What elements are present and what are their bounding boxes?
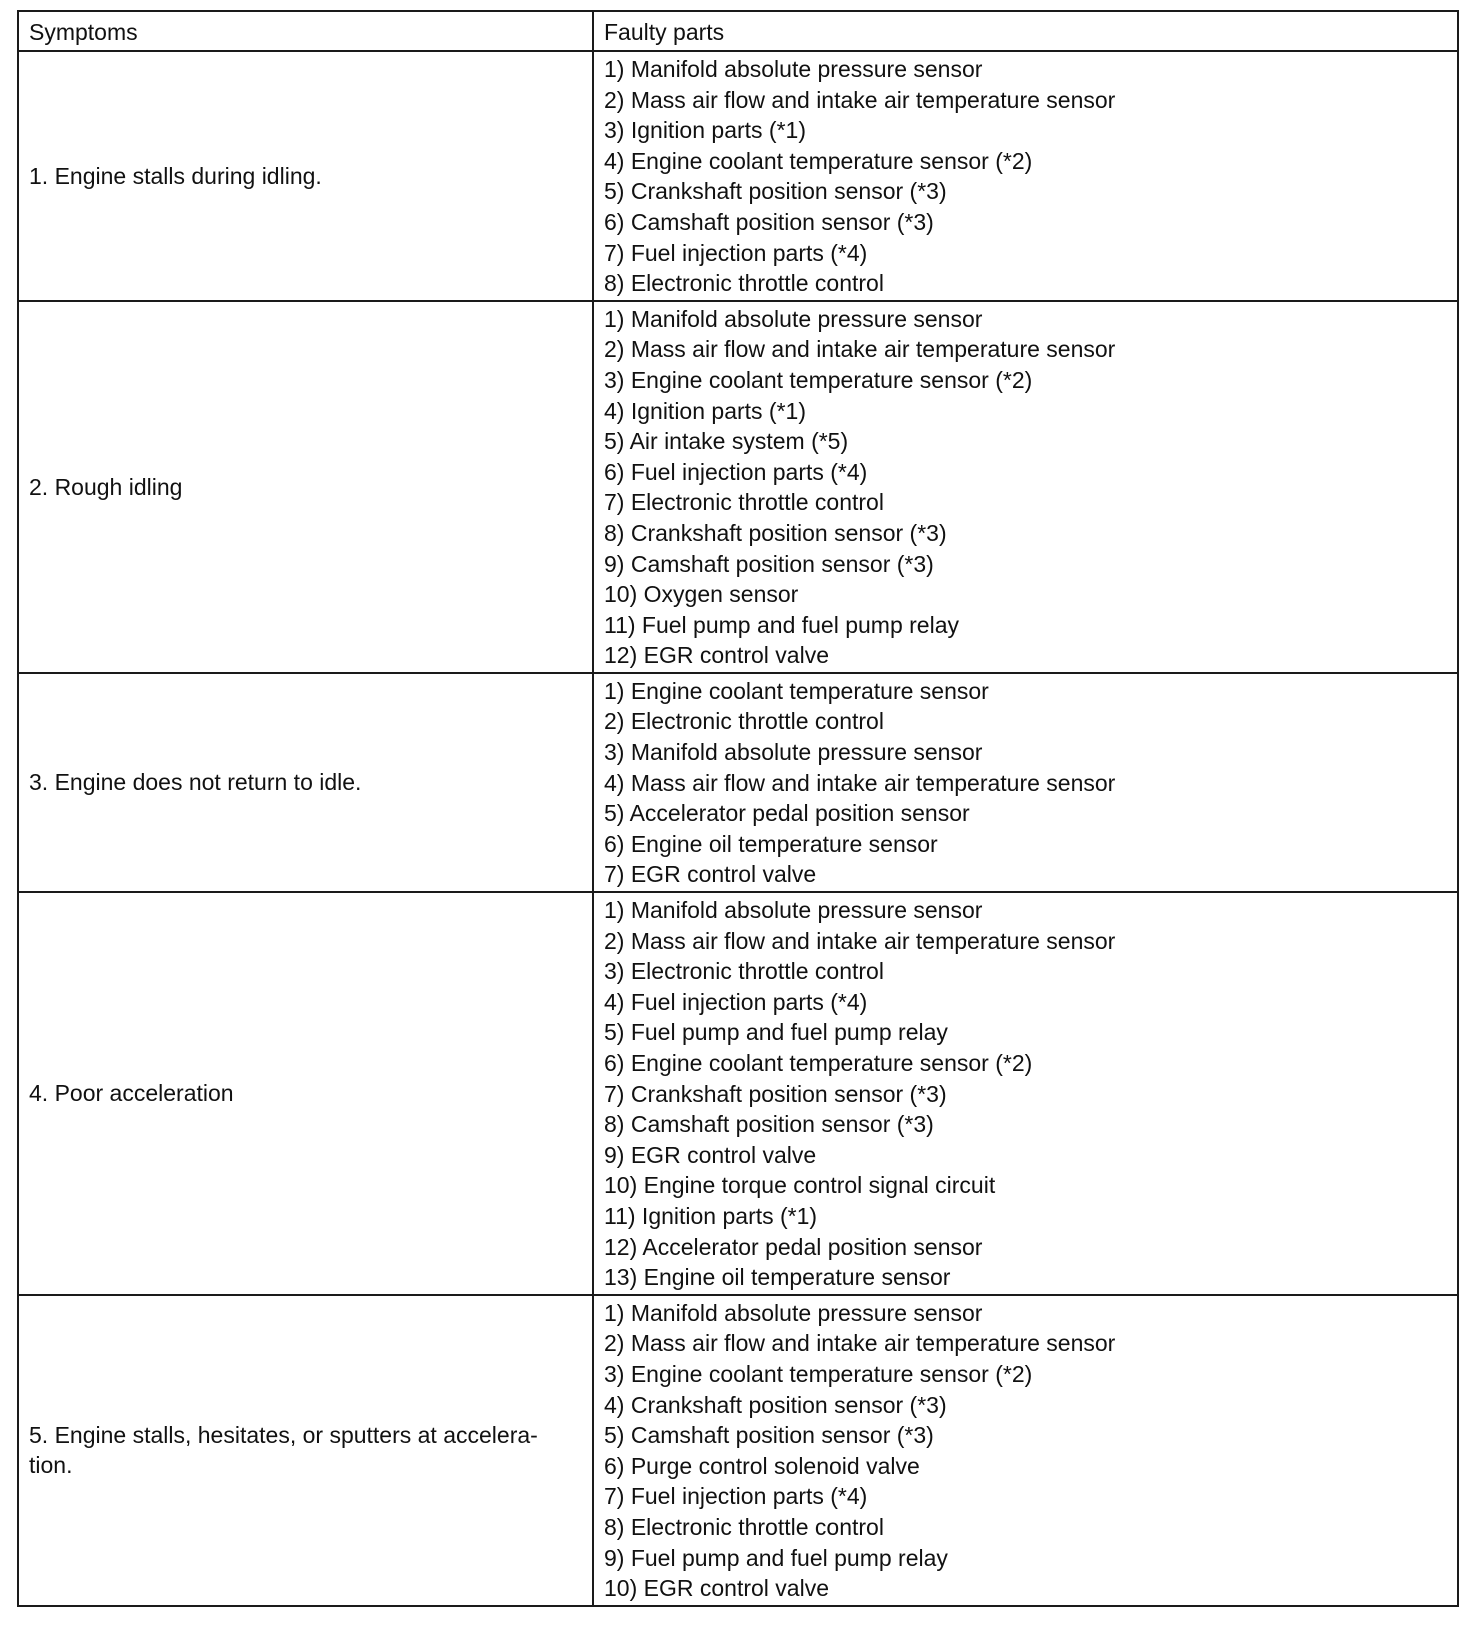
faulty-part-item: 13) Engine oil temperature sensor	[604, 1264, 951, 1291]
faulty-part-item: 6) Engine oil temperature sensor	[604, 830, 938, 857]
faulty-part-item: 7) Fuel injection parts (*4)	[604, 239, 868, 266]
table-row	[18, 301, 1458, 673]
faulty-part-item: 8) Crankshaft position sensor (*3)	[604, 519, 947, 546]
faulty-parts-cell	[593, 301, 1458, 673]
faulty-part-item: 12) EGR control valve	[604, 642, 829, 669]
diagnosis-table-sheet	[17, 10, 1457, 1607]
faulty-part-item: 11) Fuel pump and fuel pump relay	[604, 611, 959, 638]
header-faulty-parts: Faulty parts	[593, 11, 1458, 51]
faulty-part-item: 8) Camshaft position sensor (*3)	[604, 1111, 934, 1138]
faulty-part-item: 2) Electronic throttle control	[604, 708, 884, 735]
faulty-part-item: 4) Crankshaft position sensor (*3)	[604, 1391, 947, 1418]
symptom-cell: 2. Rough idling	[18, 301, 593, 673]
table-row	[18, 1295, 1458, 1606]
faulty-part-item: 3) Manifold absolute pressure sensor	[604, 739, 983, 766]
faulty-part-item: 1) Manifold absolute pressure sensor	[604, 1299, 983, 1326]
faulty-parts-cell	[593, 892, 1458, 1295]
symptom-cell: 1. Engine stalls during idling.	[18, 51, 593, 301]
faulty-part-item: 3) Engine coolant temperature sensor (*2)	[604, 1360, 1033, 1387]
faulty-part-item: 3) Engine coolant temperature sensor (*2)	[604, 366, 1033, 393]
table-row	[18, 892, 1458, 1295]
faulty-part-item: 4) Ignition parts (*1)	[604, 397, 806, 424]
faulty-part-item: 2) Mass air flow and intake air temperature sensor	[604, 86, 1116, 113]
faulty-part-item: 2) Mass air flow and intake air temperature sensor	[604, 1330, 1116, 1357]
faulty-part-item: 10) Oxygen sensor	[604, 581, 799, 608]
faulty-part-item: 2) Mass air flow and intake air temperature sensor	[604, 336, 1116, 363]
faulty-parts-cell	[593, 51, 1458, 301]
table-header	[18, 11, 1458, 51]
faulty-part-item: 7) Fuel injection parts (*4)	[604, 1483, 868, 1510]
header-row	[18, 11, 1458, 51]
symptom-cell: 3. Engine does not return to idle.	[18, 673, 593, 892]
faulty-part-item: 2) Mass air flow and intake air temperature sensor	[604, 927, 1116, 954]
table-body	[18, 51, 1458, 1606]
faulty-part-item: 12) Accelerator pedal position sensor	[604, 1233, 983, 1260]
faulty-part-item: 9) Fuel pump and fuel pump relay	[604, 1544, 948, 1571]
faulty-parts-cell	[593, 1295, 1458, 1606]
faulty-part-item: 5) Camshaft position sensor (*3)	[604, 1422, 934, 1449]
symptom-cell: 5. Engine stalls, hesitates, or sputters at accelera-tion.	[18, 1295, 593, 1606]
faulty-part-item: 5) Air intake system (*5)	[604, 428, 849, 455]
faulty-part-item: 4) Mass air flow and intake air temperature sensor	[604, 769, 1116, 796]
faulty-part-item: 9) Camshaft position sensor (*3)	[604, 550, 934, 577]
faulty-part-item: 5) Fuel pump and fuel pump relay	[604, 1019, 948, 1046]
faulty-part-item: 8) Electronic throttle control	[604, 270, 884, 297]
faulty-part-item: 7) EGR control valve	[604, 861, 817, 888]
faulty-part-item: 6) Purge control solenoid valve	[604, 1452, 920, 1479]
table-row	[18, 51, 1458, 301]
faulty-part-item: 10) Engine torque control signal circuit	[604, 1172, 996, 1199]
faulty-part-item: 3) Electronic throttle control	[604, 958, 884, 985]
faulty-part-item: 6) Camshaft position sensor (*3)	[604, 208, 934, 235]
faulty-part-item: 9) EGR control valve	[604, 1141, 817, 1168]
faulty-part-item: 1) Manifold absolute pressure sensor	[604, 305, 983, 332]
header-symptoms: Symptoms	[18, 11, 593, 51]
faulty-part-item: 6) Fuel injection parts (*4)	[604, 458, 868, 485]
faulty-part-item: 4) Fuel injection parts (*4)	[604, 988, 868, 1015]
faulty-part-item: 7) Electronic throttle control	[604, 489, 884, 516]
faulty-part-item: 6) Engine coolant temperature sensor (*2)	[604, 1050, 1033, 1076]
faulty-part-item: 1) Manifold absolute pressure sensor	[604, 897, 983, 924]
symptom-cell: 4. Poor acceleration	[18, 892, 593, 1295]
faulty-part-item: 1) Engine coolant temperature sensor	[604, 677, 989, 704]
symptom-faulty-parts-table	[17, 10, 1459, 1607]
faulty-part-item: 5) Crankshaft position sensor (*3)	[604, 178, 947, 205]
faulty-part-item: 7) Crankshaft position sensor (*3)	[604, 1080, 947, 1107]
faulty-part-item: 8) Electronic throttle control	[604, 1513, 884, 1540]
faulty-part-item: 3) Ignition parts (*1)	[604, 117, 806, 144]
faulty-part-item: 1) Manifold absolute pressure sensor	[604, 56, 983, 82]
faulty-part-item: 10) EGR control valve	[604, 1575, 829, 1602]
table-row	[18, 673, 1458, 892]
faulty-part-item: 4) Engine coolant temperature sensor (*2)	[604, 147, 1033, 174]
faulty-parts-cell	[593, 673, 1458, 892]
faulty-part-item: 5) Accelerator pedal position sensor	[604, 800, 970, 827]
faulty-part-item: 11) Ignition parts (*1)	[604, 1202, 818, 1229]
